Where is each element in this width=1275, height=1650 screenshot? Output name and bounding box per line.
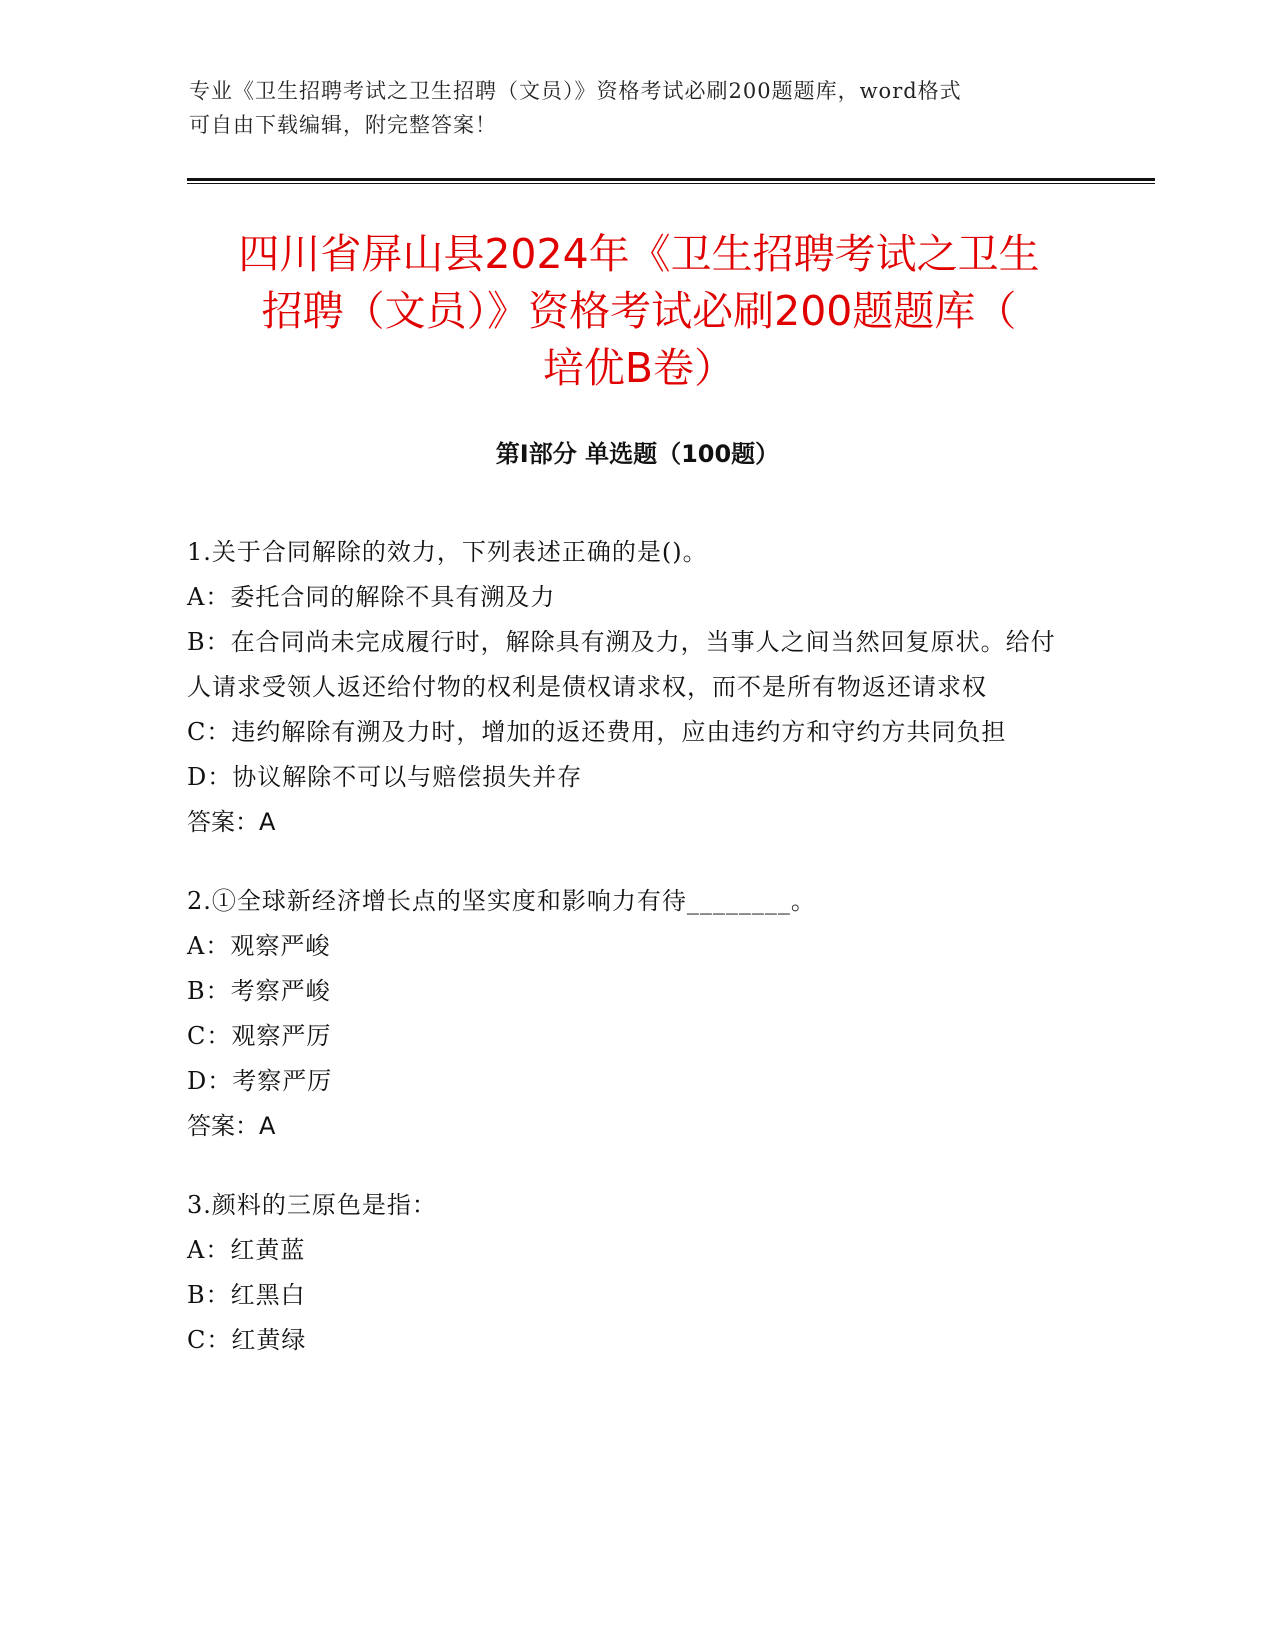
document-title-line-2: 招聘（文员）》资格考试必刷200题题库（ (261, 287, 1017, 335)
question-list (187, 530, 1077, 1397)
question-2 (187, 879, 1077, 1149)
question-3 (187, 1183, 1077, 1363)
header-divider-thick (187, 178, 1155, 181)
question-stem: 1.关于合同解除的效力，下列表述正确的是()。 (187, 538, 708, 566)
option-a: A：委托合同的解除不具有溯及力 (187, 583, 556, 611)
option-c: C：观察严厉 (187, 1022, 332, 1050)
option-a: A：观察严峻 (187, 932, 331, 960)
question-stem: 3.颜料的三原色是指： (187, 1191, 437, 1219)
document-title (180, 226, 1098, 397)
option-c: C：红黄绿 (187, 1326, 307, 1354)
option-b: B：在合同尚未完成履行时，解除具有溯及力，当事人之间当然回复原状。给付人请求受领人返还给付物的权利是债权请求权，而不是所有物返还请求权 (187, 628, 1056, 701)
document-title-line-3: 培优B卷） (542, 344, 736, 392)
section-heading: 第Ⅰ部分 单选题（100题） (495, 440, 780, 468)
document-title-line-1: 四川省屏山县2024年《卫生招聘考试之卫生 (238, 230, 1040, 278)
option-a: A：红黄蓝 (187, 1236, 306, 1264)
header-note (189, 74, 1069, 142)
answer: 答案：A (187, 1112, 276, 1140)
answer: 答案：A (187, 808, 276, 836)
option-d: D：考察严厉 (187, 1067, 333, 1095)
header-note-line-2: 可自由下载编辑，附完整答案！ (189, 113, 497, 137)
question-1 (187, 530, 1077, 845)
option-c: C：违约解除有溯及力时，增加的返还费用，应由违约方和守约方共同负担 (187, 718, 1007, 746)
header-divider-thin (187, 183, 1155, 184)
option-b: B：考察严峻 (187, 977, 331, 1005)
option-d: D：协议解除不可以与赔偿损失并存 (187, 763, 583, 791)
header-note-line-1: 专业《卫生招聘考试之卫生招聘（文员）》资格考试必刷200题题库，word格式 (189, 79, 962, 103)
question-stem: 2.①全球新经济增长点的坚实度和影响力有待________。 (187, 887, 816, 915)
option-b: B：红黑白 (187, 1281, 306, 1309)
